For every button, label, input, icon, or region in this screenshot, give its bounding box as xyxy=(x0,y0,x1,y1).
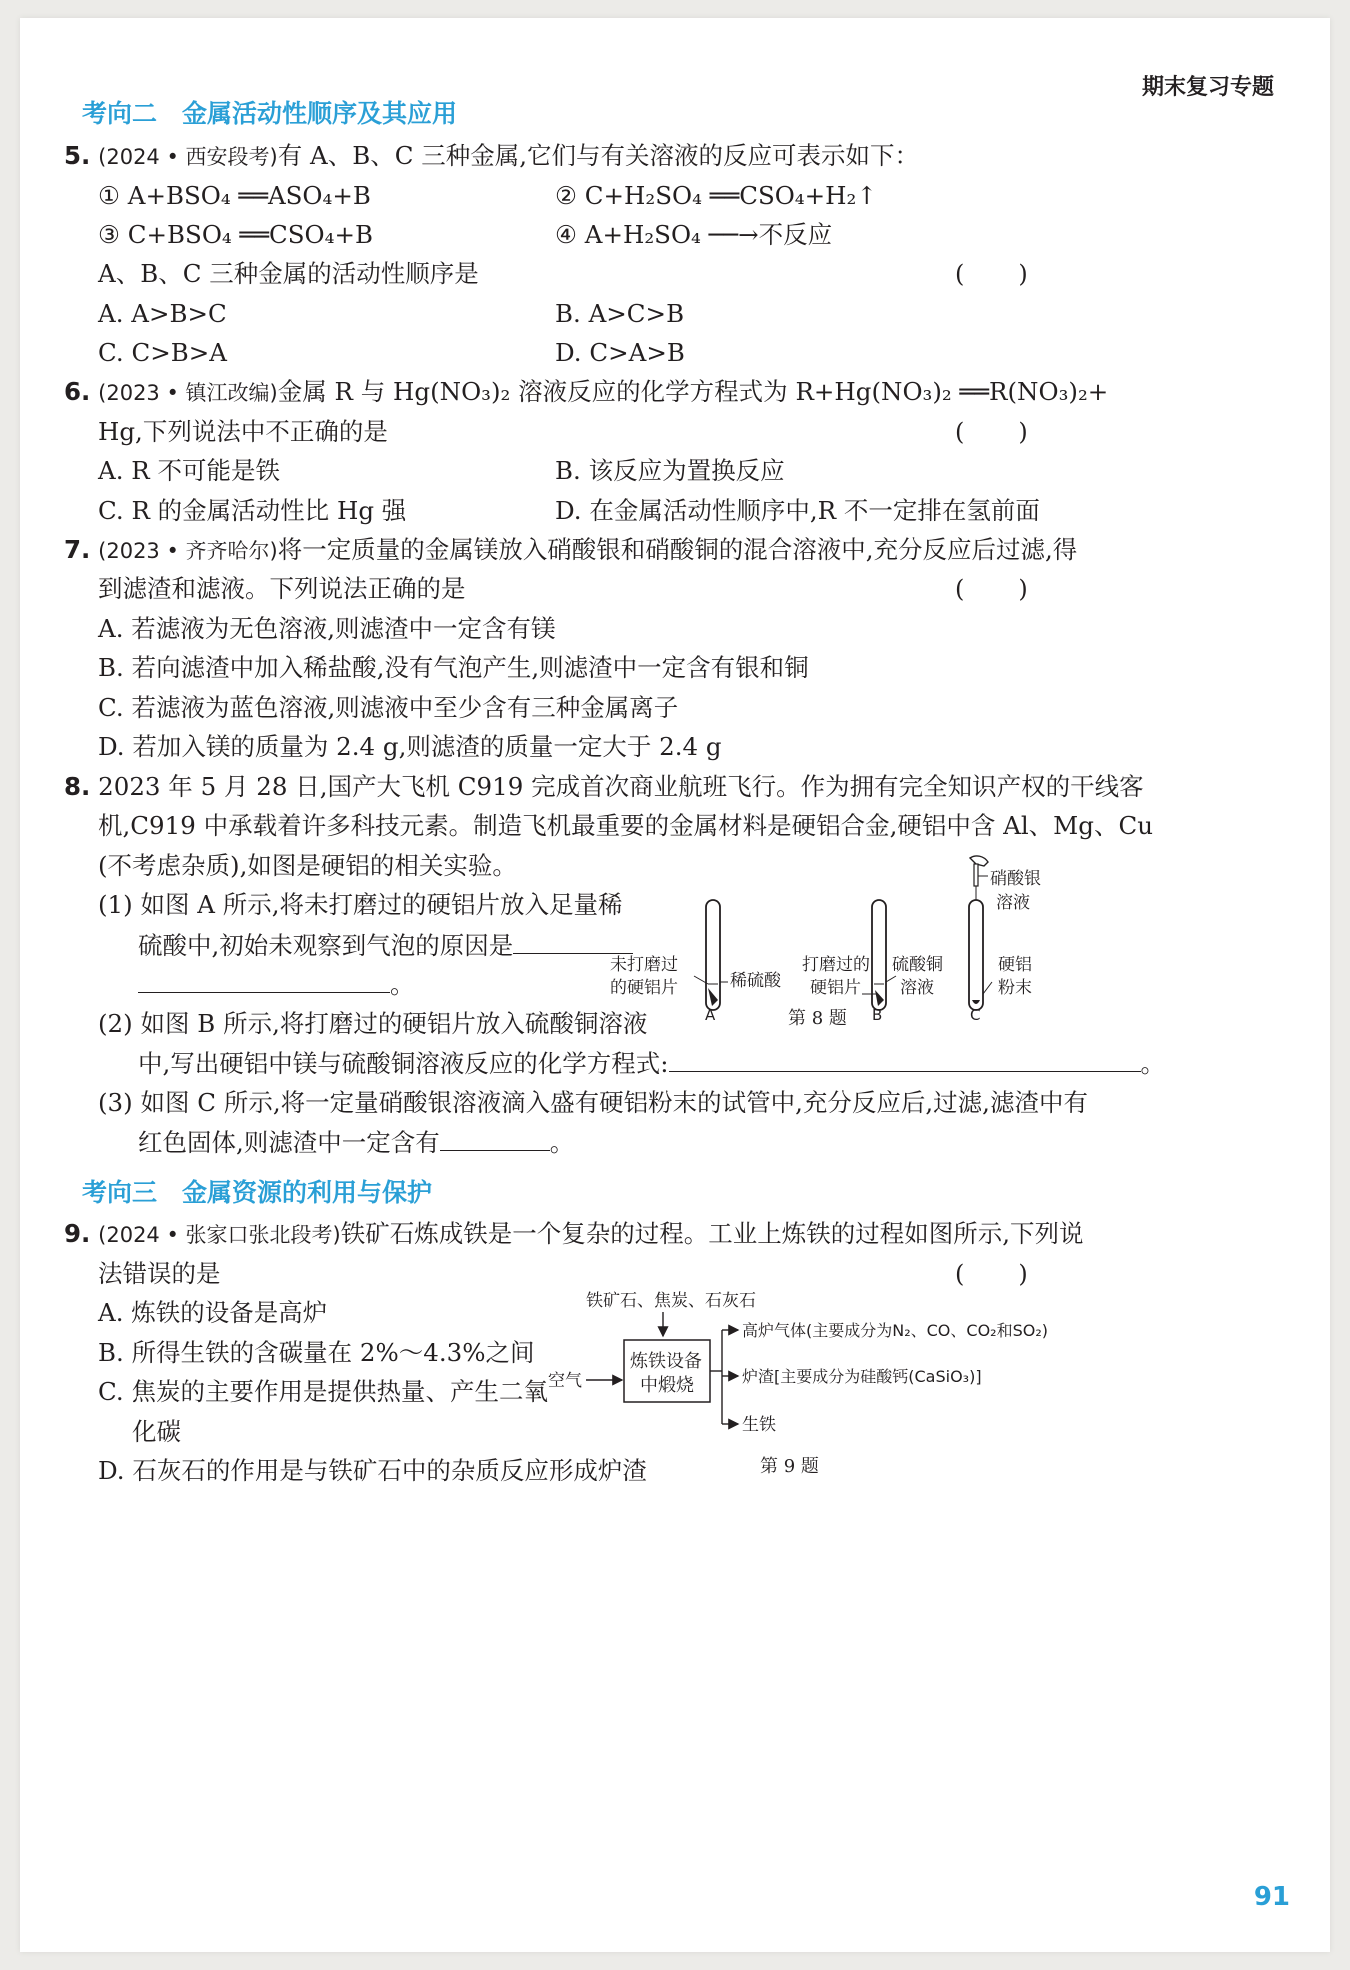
q9-ironmaking-diagram xyxy=(540,1288,1320,1448)
diagram-output-gas: 高炉气体(主要成分为N₂、CO、CO₂和SO₂) xyxy=(742,1321,1048,1340)
question-6-stem-2: Hg,下列说法中不正确的是 xyxy=(98,417,388,446)
reaction-2: ② C+H₂SO₄ ══CSO₄+H₂↑ xyxy=(555,181,877,210)
answer-bracket[interactable]: ( ) xyxy=(955,575,1030,603)
part-2-text: (2) 如图 B 所示,将打磨过的硬铝片放入硫酸铜溶液 xyxy=(98,1009,648,1038)
question-source: (2023 • 镇江改编) xyxy=(98,381,278,405)
part-3-prompt: 红色固体,则滤渣中一定含有 xyxy=(138,1128,440,1157)
question-9-stem-2: 法错误的是 xyxy=(98,1259,221,1288)
question-text: 2023 年 5 月 28 日,国产大飞机 C919 完成首次商业航班飞行。作为拥有完全知识产权的干线客 xyxy=(98,772,1144,801)
option-a[interactable]: A. A>B>C xyxy=(98,299,227,328)
part-1-text-3 xyxy=(138,968,415,1001)
question-number: 9. xyxy=(64,1219,91,1248)
diagram-output-iron: 生铁 xyxy=(742,1415,776,1435)
option-c-cont: 化碳 xyxy=(132,1417,181,1446)
part-1-text-2 xyxy=(138,929,633,962)
question-8-stem-3: (不考虑杂质),如图是硬铝的相关实验。 xyxy=(98,851,517,880)
hand-icon xyxy=(970,856,988,866)
test-tube-c xyxy=(969,856,992,1010)
metal-strip-icon xyxy=(875,990,884,1006)
fig-c-top-label-1: 硝酸银 xyxy=(990,869,1041,889)
option-c[interactable]: C. C>B>A xyxy=(98,338,227,367)
answer-bracket[interactable]: ( ) xyxy=(955,418,1030,446)
fig-c-tag: C xyxy=(970,1006,981,1024)
option-b[interactable]: B. 该反应为置换反应 xyxy=(555,456,785,485)
fig-c-right-label-1: 硬铝 xyxy=(998,955,1032,975)
question-9-stem xyxy=(64,1218,1084,1251)
question-7-stem xyxy=(64,534,1077,567)
option-d[interactable]: D. C>A>B xyxy=(555,338,685,367)
question-5-ask: A、B、C 三种金属的活动性顺序是 xyxy=(98,259,479,288)
option-d[interactable]: D. 在金属活动性顺序中,R 不一定排在氢前面 xyxy=(555,496,1040,525)
period: 。 xyxy=(390,970,415,999)
answer-blank[interactable] xyxy=(138,968,390,993)
answer-bracket[interactable]: ( ) xyxy=(955,260,1030,288)
part-2-prompt: 中,写出硬铝中镁与硫酸铜溶液反应的化学方程式: xyxy=(138,1049,669,1078)
fig-b-right-label-1: 硫酸铜 xyxy=(892,955,943,975)
fig-c-top-label-2: 溶液 xyxy=(996,893,1030,913)
fig-b-right-label-2: 溶液 xyxy=(900,978,934,998)
part-1-prompt: 硫酸中,初始未观察到气泡的原因是 xyxy=(138,931,514,960)
option-b[interactable]: B. 若向滤渣中加入稀盐酸,没有气泡产生,则滤渣中一定含有银和铜 xyxy=(98,653,809,682)
diagram-box-line-1: 炼铁设备 xyxy=(630,1351,702,1372)
question-source: (2024 • 张家口张北段考) xyxy=(98,1223,341,1247)
option-b[interactable]: B. 所得生铁的含碳量在 2%～4.3%之间 xyxy=(98,1338,535,1367)
question-5-stem xyxy=(64,140,919,173)
option-c[interactable]: C. 若滤液为蓝色溶液,则滤液中至少含有三种金属离子 xyxy=(98,693,679,722)
question-source: (2024 • 西安段考) xyxy=(98,145,278,169)
page-number: 91 xyxy=(1253,1882,1290,1912)
question-8-stem-2: 机,C919 中承载着许多科技元素。制造飞机最重要的金属材料是硬铝合金,硬铝中含 Al、Mg、Cu xyxy=(98,811,1153,840)
question-number: 8. xyxy=(64,772,91,801)
diagram-input-left: 空气 xyxy=(548,1371,582,1391)
period: 。 xyxy=(549,1128,575,1157)
question-source: (2023 • 齐齐哈尔) xyxy=(98,539,278,563)
diagram-output-slag: 炉渣[主要成分为硅酸钙(CaSiO₃)] xyxy=(742,1367,982,1386)
option-a[interactable]: A. R 不可能是铁 xyxy=(98,456,281,485)
part-2-text-2 xyxy=(138,1047,1165,1080)
option-d[interactable]: D. 石灰石的作用是与铁矿石中的杂质反应形成炉渣 xyxy=(98,1456,647,1485)
part-3-text: (3) 如图 C 所示,将一定量硝酸银溶液滴入盛有硬铝粉末的试管中,充分反应后,过滤,滤渣中有 xyxy=(98,1088,1088,1117)
option-c[interactable]: C. R 的金属活动性比 Hg 强 xyxy=(98,496,407,525)
dropper-icon xyxy=(974,864,978,886)
question-8-stem xyxy=(64,771,1144,803)
part-1-text: (1) 如图 A 所示,将未打磨过的硬铝片放入足量稀 xyxy=(98,890,623,919)
fig-b-left-label-2: 硬铝片 xyxy=(810,978,861,998)
fig-b-left-label-1: 打磨过的 xyxy=(802,955,870,975)
header-label: 期末复习专题 xyxy=(1141,75,1274,100)
reaction-1: ① A+BSO₄ ══ASO₄+B xyxy=(98,181,371,210)
question-text: 有 A、B、C 三种金属,它们与有关溶液的反应可表示如下： xyxy=(277,141,920,170)
question-6-stem xyxy=(64,376,1108,409)
diagram-input-top: 铁矿石、焦炭、石灰石 xyxy=(586,1291,756,1311)
question-text: 铁矿石炼成铁是一个复杂的过程。工业上炼铁的过程如图所示,下列说 xyxy=(340,1219,1084,1248)
q8-experiment-figure xyxy=(600,854,1320,1034)
diagram-box-line-2: 中煅烧 xyxy=(640,1375,694,1396)
figure-8-caption: 第 8 题 xyxy=(788,1008,847,1029)
question-text: 金属 R 与 Hg(NO₃)₂ 溶液反应的化学方程式为 R+Hg(NO₃)₂ ══R(NO₃)₂+ xyxy=(277,377,1109,406)
question-7-stem-2: 到滤渣和滤液。下列说法正确的是 xyxy=(98,574,466,603)
fig-a-tag: A xyxy=(705,1006,716,1024)
reaction-4: ④ A+H₂SO₄ ──→不反应 xyxy=(555,220,833,249)
option-d[interactable]: D. 若加入镁的质量为 2.4 g,则滤渣的质量一定大于 2.4 g xyxy=(98,732,722,761)
option-c[interactable]: C. 焦炭的主要作用是提供热量、产生二氧 xyxy=(98,1377,548,1406)
section-title-3: 考向三 金属资源的利用与保护 xyxy=(82,1178,433,1207)
option-b[interactable]: B. A>C>B xyxy=(555,299,685,328)
period: 。 xyxy=(1140,1049,1166,1078)
answer-blank[interactable] xyxy=(440,1126,550,1151)
reaction-3: ③ C+BSO₄ ══CSO₄+B xyxy=(98,220,373,249)
fig-b-tag: B xyxy=(872,1006,883,1024)
test-tube-a xyxy=(694,900,728,1010)
option-a[interactable]: A. 若滤液为无色溶液,则滤渣中一定含有镁 xyxy=(98,614,556,643)
question-text: 将一定质量的金属镁放入硝酸银和硝酸铜的混合溶液中,充分反应后过滤,得 xyxy=(277,535,1078,564)
question-number: 6. xyxy=(64,377,91,406)
figure-9-caption: 第 9 题 xyxy=(760,1456,819,1477)
question-number: 7. xyxy=(64,535,91,564)
answer-bracket[interactable]: ( ) xyxy=(955,1260,1030,1288)
option-a[interactable]: A. 炼铁的设备是高炉 xyxy=(98,1298,328,1327)
section-title-2: 考向二 金属活动性顺序及其应用 xyxy=(82,99,458,128)
fig-a-right-label: 稀硫酸 xyxy=(730,971,781,991)
metal-strip-icon xyxy=(708,988,718,1006)
fig-a-left-label-2: 的硬铝片 xyxy=(610,978,678,998)
worksheet-page xyxy=(20,18,1330,1952)
question-number: 5. xyxy=(64,141,91,170)
fig-a-left-label-1: 未打磨过 xyxy=(610,955,678,975)
fig-c-right-label-2: 粉末 xyxy=(998,978,1032,998)
answer-blank[interactable] xyxy=(669,1047,1141,1072)
part-3-text-2 xyxy=(138,1126,574,1159)
